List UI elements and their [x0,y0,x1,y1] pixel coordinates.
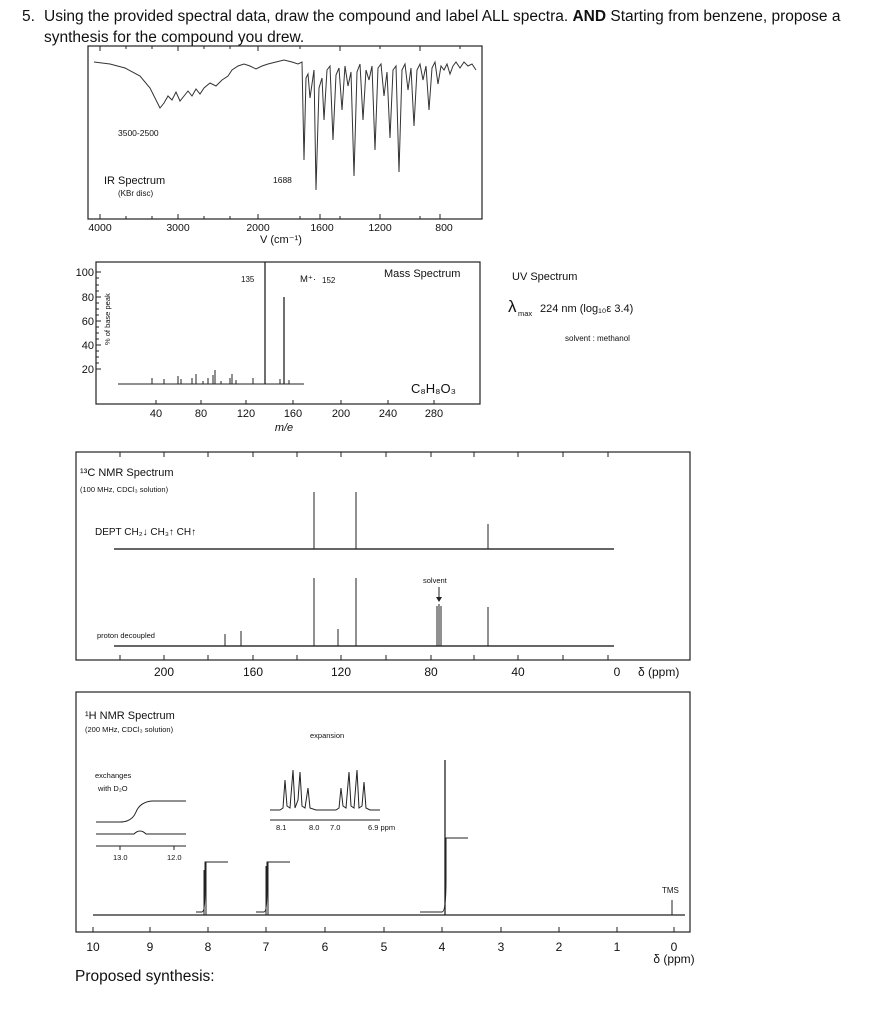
h1-integral [196,862,228,912]
h1-tick-0: 0 [670,940,678,954]
ir-subtitle: (KBr disc) [118,189,154,198]
h1-integral [420,838,468,912]
ir-spectrum [88,46,482,246]
mass-ytick-100: 100 [75,267,94,279]
mass-mplus-value: 152 [322,276,336,285]
mass-ytick-40: 40 [81,340,94,352]
mass-x-ticks [156,400,434,404]
question-number: 5. [22,8,35,25]
h1-expansion-label: expansion [310,731,345,740]
ir-tick-labels [88,222,453,234]
dept-peaks [314,492,488,549]
ir-tick-2000: 2000 [246,222,270,234]
mass-y-labels [76,267,94,376]
mass-title: Mass Spectrum [384,268,461,280]
h1-peaks [204,760,672,915]
mass-spectrum [76,262,480,434]
h1-expansion-trace [270,770,380,810]
c13-frame [76,452,690,660]
h1-tick-7: 7 [262,940,270,954]
h1-inset-peak [96,831,186,834]
mass-xtick-160: 160 [283,408,303,420]
ir-title: IR Spectrum [104,175,166,187]
uv-value: 224 nm (log₁₀ε 3.4) [540,303,634,315]
c13-proton-decoupled-label: proton decoupled [97,631,155,640]
h1-exchanges-label: exchanges [95,771,132,780]
h1-inset-tick-12: 12.0 [167,853,182,862]
h1-tick-6: 6 [321,940,329,954]
ir-axis-label: V (cm⁻¹) [260,234,302,246]
ir-tick-1200: 1200 [368,222,392,234]
h1-tick-5: 5 [380,940,388,954]
h1-nmr-spectrum [76,692,695,966]
mass-ylabel: % of base peak [103,293,112,345]
h1-axis-unit: δ (ppm) [653,952,695,966]
c13-tick-0: 0 [613,665,621,679]
proposed-synthesis-label: Proposed synthesis: [75,968,215,985]
h1-tick-1: 1 [613,940,621,954]
c13-top-ticks [120,452,608,457]
c13-bottom-ticks [120,655,608,660]
ir-bottom-ticks [100,214,440,219]
ir-peak-label: 1688 [273,175,292,185]
h1-exp-tick-69: 6.9 ppm [368,823,396,832]
h1-tms-label: TMS [662,886,679,895]
uv-max: max [518,309,533,318]
h1-inset-integral [96,801,186,822]
h1-exp-tick-70: 7.0 [330,823,341,832]
uv-spectrum [508,271,633,343]
mass-x-labels [150,408,443,420]
mass-ytick-80: 80 [81,292,94,304]
h1-exp-tick-81: 8.1 [276,823,287,832]
c13-nmr-spectrum [76,452,690,679]
c13-tick-160: 160 [242,665,264,679]
mass-xlabel: m/e [274,422,294,434]
solvent-peak [437,604,441,646]
h1-exp-tick-80: 8.0 [309,823,320,832]
mass-y-ticks [96,272,101,369]
ir-trace [94,60,476,190]
ir-tick-4000: 4000 [88,222,112,234]
h1-tick-labels [86,940,677,954]
h1-bottom-ticks [93,927,674,932]
question-line1-a: Using the provided spectral data, draw the compound and label ALL spectra. [44,8,573,25]
h1-tick-4: 4 [438,940,446,954]
h1-inset-tick-13: 13.0 [113,853,128,862]
uv-title: UV Spectrum [512,271,578,283]
mass-xtick-200: 200 [331,408,351,420]
mass-formula: C₈H₈O₃ [411,381,456,396]
ir-tick-800: 800 [435,222,453,234]
uv-solvent: solvent : methanol [565,334,630,343]
uv-lambda: λ [508,297,517,316]
c13-tick-200: 200 [153,665,175,679]
mass-peaks [152,262,289,384]
mass-xtick-40: 40 [149,408,163,420]
mass-xtick-80: 80 [194,408,208,420]
h1-title: ¹H NMR Spectrum [85,710,175,722]
c13-tick-labels [154,665,621,679]
h1-tick-3: 3 [497,940,505,954]
mass-peak-135-label: 135 [241,275,255,284]
c13-title: ¹³C NMR Spectrum [80,467,174,479]
h1-tick-8: 8 [204,940,212,954]
mass-mplus-label: M⁺· [300,274,317,285]
h1-integral [256,862,290,912]
mass-xtick-280: 280 [424,408,444,420]
h1-with-d2o-label: with D₂O [98,784,128,793]
c13-axis-unit: δ (ppm) [638,665,680,679]
h1-subtitle: (200 MHz, CDCl₃ solution) [85,725,174,734]
h1-tick-2: 2 [555,940,563,954]
c13-tick-120: 120 [330,665,352,679]
ir-top-ticks [100,46,460,51]
c13-tick-40: 40 [511,665,525,679]
mass-ytick-60: 60 [81,316,94,328]
mass-ytick-20: 20 [81,364,94,376]
c13-tick-80: 80 [424,665,438,679]
ir-tick-3000: 3000 [166,222,190,234]
c13-dept-label: DEPT CH₂↓ CH₃↑ CH↑ [95,527,197,538]
c13-solvent-label: solvent [423,576,447,585]
question-line1-b: Starting from benzene, propose a [606,8,841,25]
ir-tick-1600: 1600 [310,222,334,234]
ir-band-label: 3500-2500 [118,128,159,138]
h1-tick-10: 10 [86,940,100,954]
c13-subtitle: (100 MHz, CDCl₃ solution) [80,485,169,494]
mass-xtick-240: 240 [378,408,398,420]
solvent-arrowhead [436,597,442,602]
h1-tick-9: 9 [146,940,154,954]
question-and: AND [572,8,607,25]
question-line2: synthesis for the compound you drew. [44,29,305,46]
mass-xtick-120: 120 [236,408,256,420]
decoupled-peaks [225,578,488,646]
